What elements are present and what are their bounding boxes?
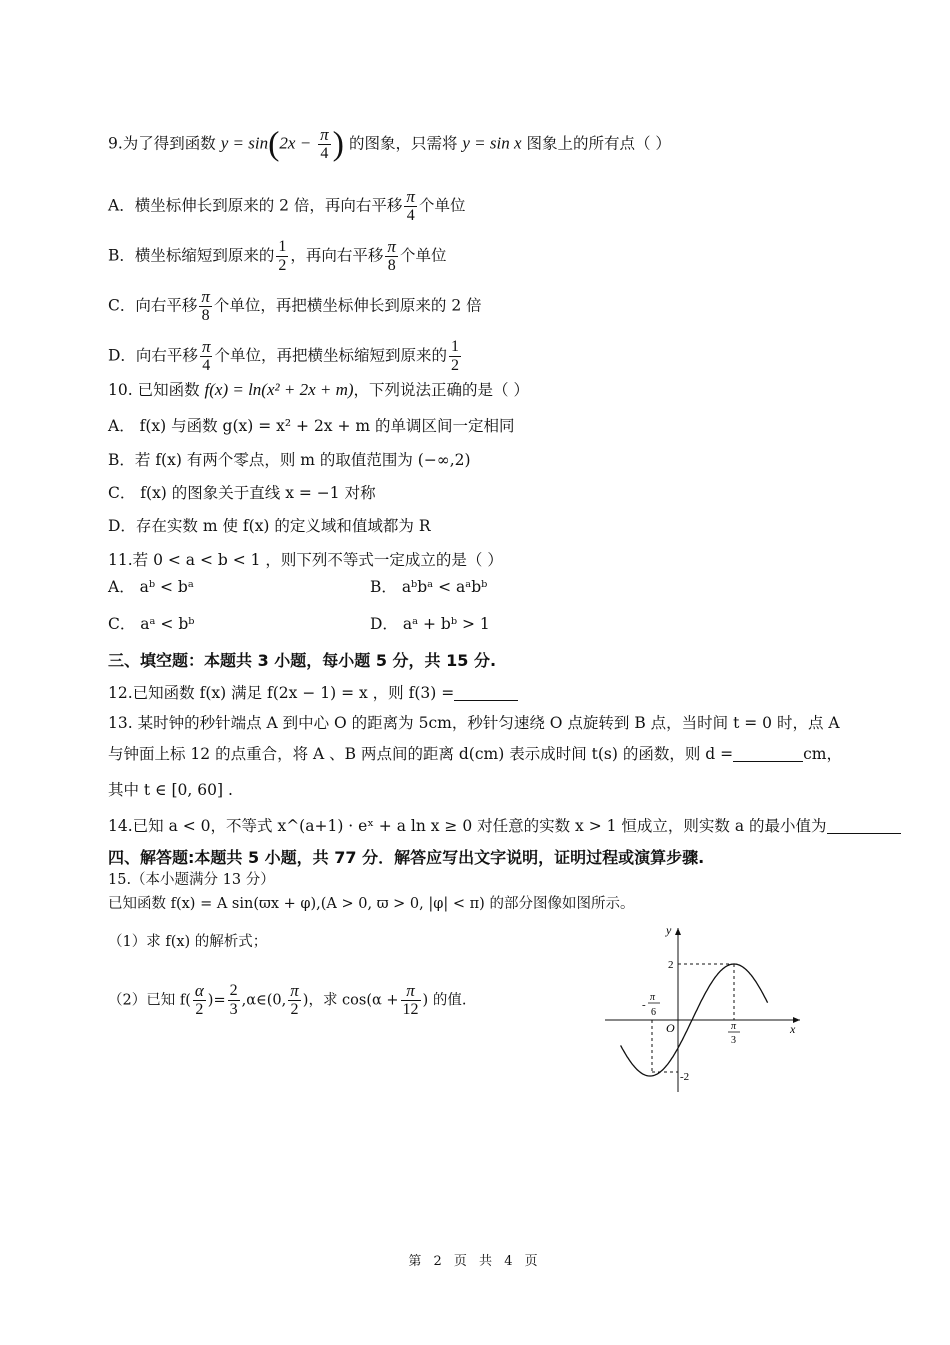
q9-mid: 的图象，只需将	[348, 134, 458, 153]
q10-stem: 10. 已知函数 f(x) = ln(x² + 2x + m)，下列说法正确的是（ ）	[108, 380, 529, 399]
q11-option-d: D． aᵃ + bᵇ > 1	[370, 615, 490, 633]
q15-part2: （2）已知 f( $\frac{\alpha}{2}$ )= $\frac{2}{3}$ ,α∈(0, $\frac{\pi}{2}$ )，求 cos(α + $\frac{\pi}{12}$ ) 的值.	[108, 981, 467, 1018]
q9-stem: 9.为了得到函数 y = sin(2x − $\frac{\pi}{4}$ ) 的图象，只需将 y = sin x 图象上的所有点（ ）	[108, 125, 671, 163]
q9-prefix: 9.为了得到函数	[108, 134, 216, 153]
q10-option-a: A． f(x) 与函数 g(x) = x² + 2x + m 的单调区间一定相同	[108, 417, 515, 435]
y-max-label: 2	[668, 959, 674, 971]
origin-label: O	[666, 1021, 675, 1035]
q9-option-b: B．横坐标缩短到原来的 $\frac{1}{2}$ ，再向右平移 $\frac{\pi}{8}$ 个单位	[108, 237, 447, 274]
q9-option-d: D．向右平移 $\frac{\pi}{4}$ 个单位，再把横坐标缩短到原来的 $\frac{1}{2}$	[108, 337, 459, 374]
q15-head: 15.（本小题满分 13 分）	[108, 872, 275, 888]
q13-answer-blank[interactable]	[733, 745, 803, 762]
q10-option-b: B．若 f(x) 有两个零点，则 m 的取值范围为 (−∞,2)	[108, 451, 471, 469]
x-axis-label: x	[790, 1022, 796, 1036]
q9-suffix: 图象上的所有点（ ）	[526, 134, 671, 153]
q11-option-a: A． aᵇ < bᵃ	[108, 578, 194, 596]
y-axis-label: y	[666, 923, 672, 937]
q9-frac: $\frac{\pi}{4}$	[320, 125, 329, 162]
y-axis-arrow-icon	[675, 928, 681, 935]
q11-option-b: B． aᵇbᵃ < aᵃbᵇ	[370, 578, 488, 596]
q9-arg: 2x −	[279, 133, 312, 153]
section-4-heading: 四、解答题:本题共 5 小题，共 77 分．解答应写出文字说明，证明过程或演算步骤.	[108, 848, 705, 867]
q9-option-a: A．横坐标伸长到原来的 2 倍，再向右平移 $\frac{\pi}{4}$ 个单位	[108, 187, 466, 224]
x-pos-num: π	[731, 1021, 737, 1032]
q9-option-c: C．向右平移 $\frac{\pi}{8}$ 个单位，再把横坐标伸长到原来的 2 倍	[108, 287, 482, 324]
x-neg-den: 6	[651, 1007, 656, 1018]
q12-answer-blank[interactable]	[454, 684, 518, 701]
q14-answer-blank[interactable]	[827, 817, 901, 834]
x-neg-num: π	[650, 992, 656, 1003]
q11-stem: 11.若 0 < a < b < 1 ，则下列不等式一定成立的是（ ）	[108, 551, 503, 569]
y-min-label: -2	[680, 1071, 690, 1083]
q15-stem: 已知函数 f(x) = A sin(ϖx + φ),(A > 0, ϖ > 0, |φ| < π) 的部分图像如图所示。	[108, 896, 635, 912]
q9-func2: y = sin x	[462, 133, 522, 153]
q14: 14.已知 a < 0，不等式 x^(a+1) · eˣ + a ln x ≥ 0 对任意的实数 x > 1 恒成立，则实数 a 的最小值为	[108, 816, 901, 836]
x-neg-sign: -	[642, 999, 646, 1011]
sine-graph	[600, 920, 810, 1100]
q11-option-c: C． aᵃ < bᵇ	[108, 615, 195, 633]
q13-line3: 其中 t ∈ [0, 60] .	[108, 781, 233, 799]
page-footer: 第 2 页 共 4 页	[408, 1254, 542, 1269]
q13-line2: 与钟面上标 12 的点重合，将 A 、B 两点间的距离 d(cm) 表示成时间 t(s) 的函数，则 d = cm，	[108, 745, 842, 763]
section-3-heading: 三、填空题：本题共 3 小题，每小题 5 分，共 15 分.	[108, 651, 497, 670]
q13-line1: 13. 某时钟的秒针端点 A 到中心 O 的距离为 5cm，秒针匀速绕 O 点旋转到 B 点，当时间 t = 0 时，点 A	[108, 714, 840, 732]
q15-part1: （1）求 f(x) 的解析式；	[108, 934, 268, 950]
q9-func: y = sin	[220, 133, 269, 153]
q10-option-d: D．存在实数 m 使 f(x) 的定义域和值域都为 R	[108, 517, 431, 535]
x-pos-den: 3	[731, 1035, 736, 1046]
q12: 12.已知函数 f(x) 满足 f(2x − 1) = x ，则 f(3) =	[108, 683, 518, 703]
q10-option-c: C． f(x) 的图象关于直线 x = −1 对称	[108, 484, 376, 502]
